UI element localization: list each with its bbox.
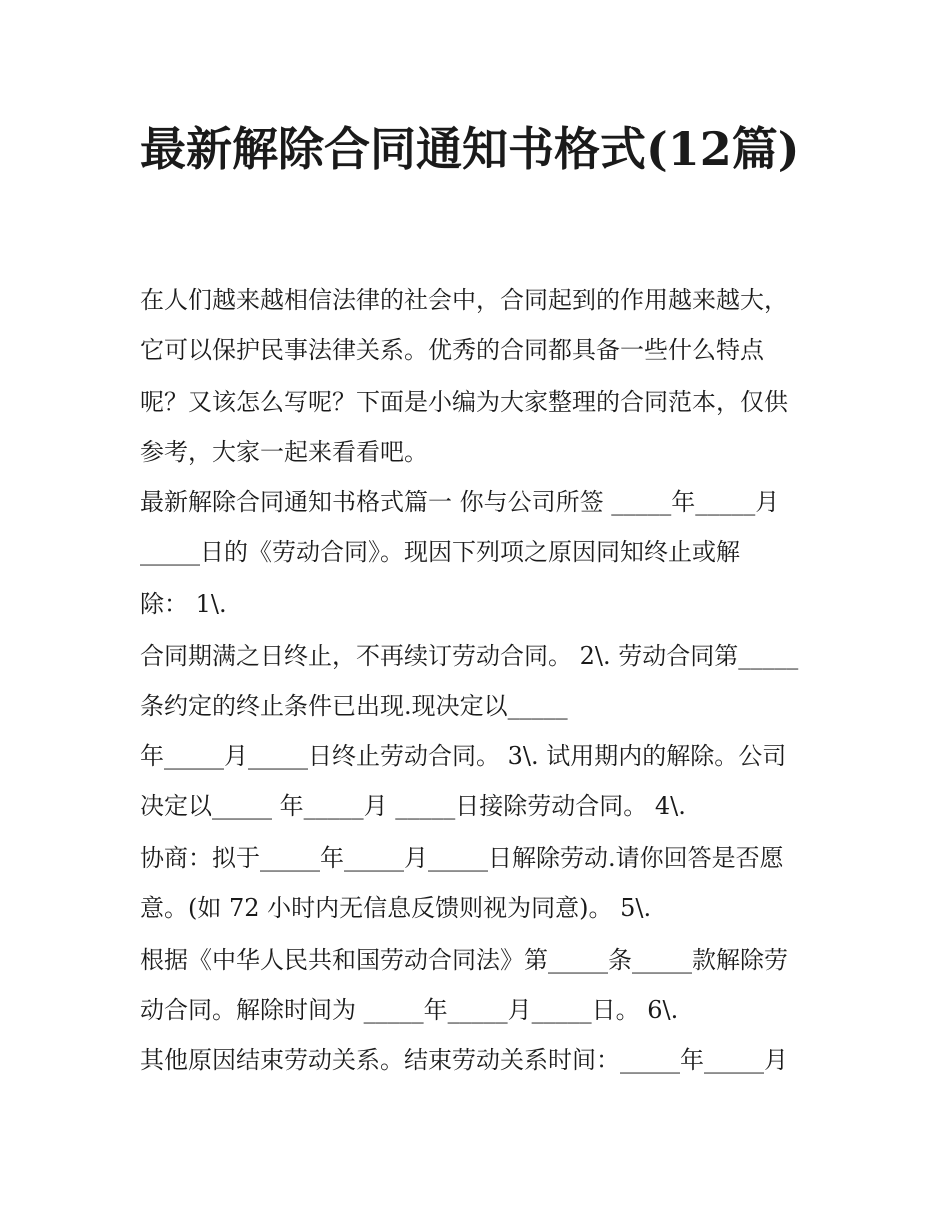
body-line: 除： 1\. [140,590,227,618]
body-line: 呢？又该怎么写呢？下面是小编为大家整理的合同范本，仅供 [140,388,788,416]
body-line: 最新解除合同通知书格式篇一 你与公司所签 _____年_____月 [140,488,780,516]
body-line: 决定以_____ 年_____月 _____日接除劳动合同。 4\. [140,792,686,820]
body-line: 动合同。解除时间为 _____年_____月_____日。 6\. [140,996,679,1024]
body-line: 它可以保护民事法律关系。优秀的合同都具备一些什么特点 [140,336,764,364]
body-line: _____日的《劳动合同》。现因下列项之原因同知终止或解 [140,538,740,566]
body-line: 意。(如 72 小时内无信息反馈则视为同意)。 5\. [140,894,652,922]
document-title: 最新解除合同通知书格式(12篇) [140,122,800,176]
body-line: 协商：拟于_____年_____月_____日解除劳动.请你回答是否愿 [140,844,784,872]
body-line: 年_____月_____日终止劳动合同。 3\. 试用期内的解除。公司 [140,742,787,770]
body-line: 条约定的终止条件已出现.现决定以_____ [140,692,568,720]
body-line: 其他原因结束劳动关系。结束劳动关系时间：_____年_____月 [140,1046,788,1074]
body-line: 合同期满之日终止，不再续订劳动合同。 2\. 劳动合同第_____ [140,642,799,670]
body-line: 参考，大家一起来看看吧。 [140,438,428,466]
body-line: 在人们越来越相信法律的社会中，合同起到的作用越来越大， [140,286,788,314]
body-line: 根据《中华人民共和国劳动合同法》第_____条_____款解除劳 [140,946,788,974]
